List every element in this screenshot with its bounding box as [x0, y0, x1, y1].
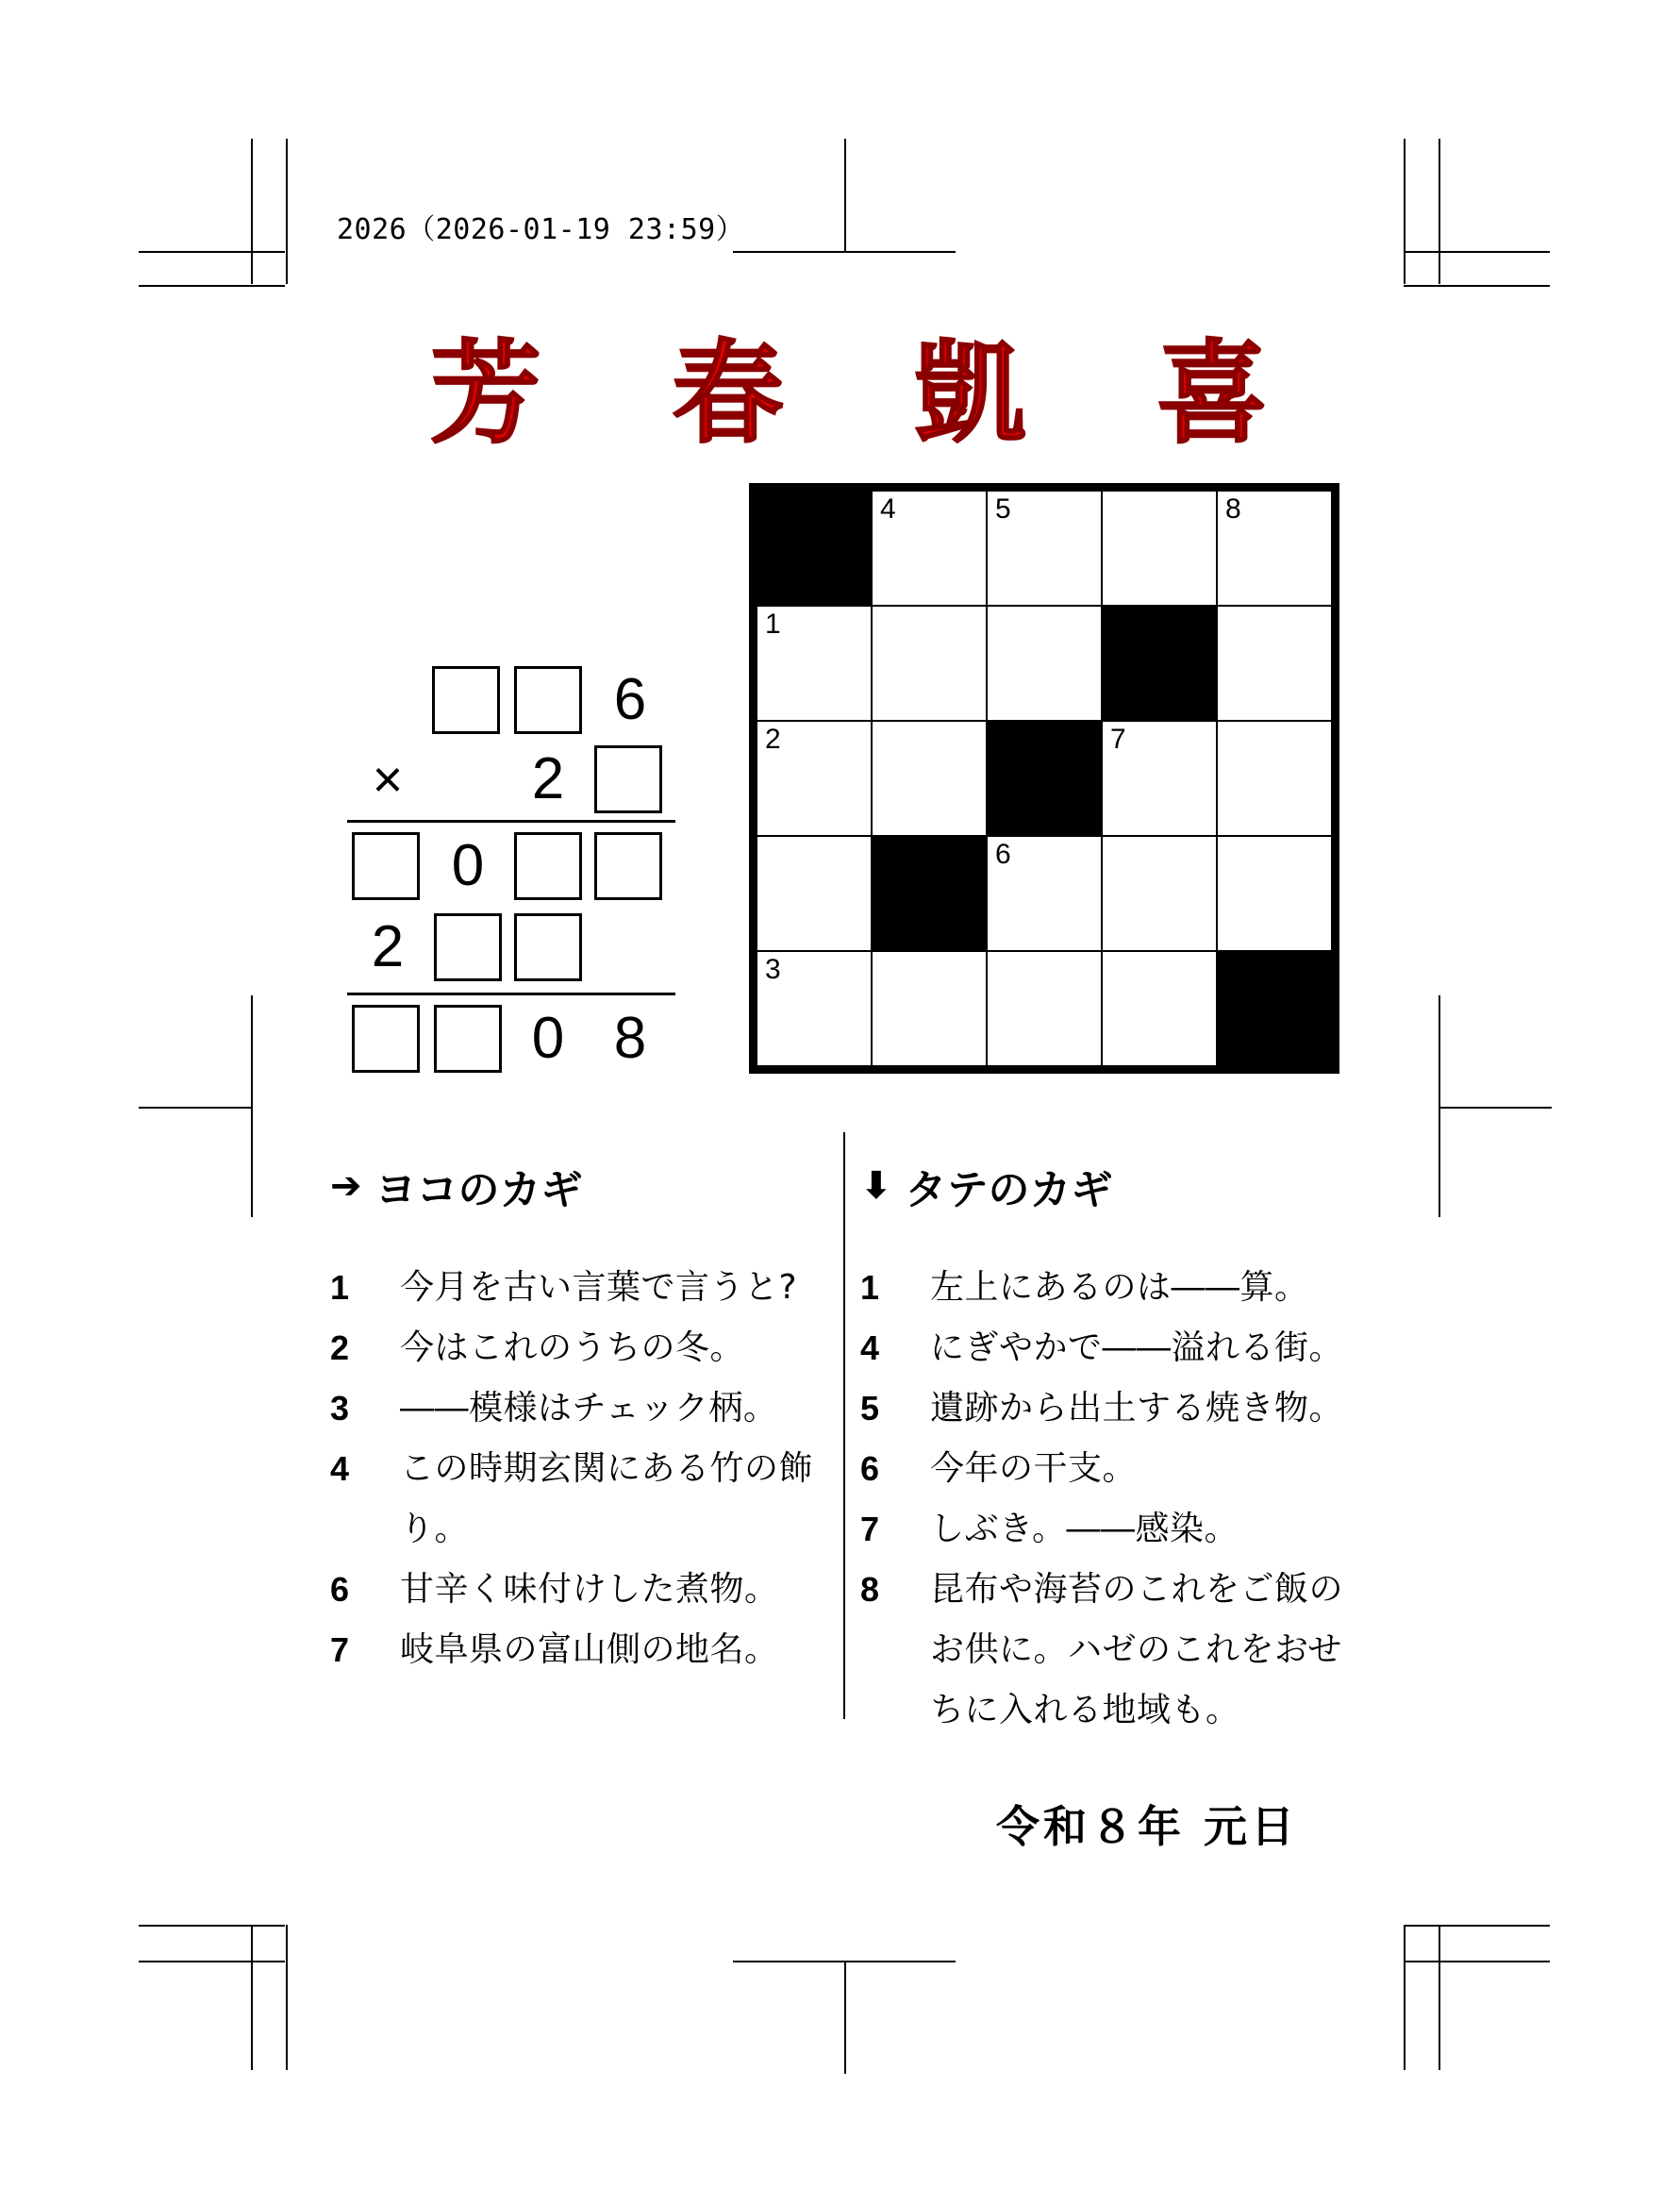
sum-rule [347, 820, 675, 823]
given-digit: 2 [531, 746, 565, 811]
grid-cell[interactable] [1217, 606, 1332, 721]
grid-cell[interactable] [757, 721, 872, 836]
tate-column [860, 1156, 1370, 1741]
clue-text: 今はこれのうちの冬。 [400, 1328, 745, 1367]
grid-cell[interactable] [872, 491, 987, 606]
title-char: 芳 [429, 327, 541, 459]
clue-text: 昆布や海苔のこれをご飯のお供に。ハゼのこれをおせちに入れる地域も。 [930, 1570, 1344, 1729]
clue-text: 左上にあるのは――算。 [930, 1268, 1309, 1307]
cell-number: 3 [765, 954, 781, 985]
grid-cell[interactable] [1217, 491, 1332, 606]
tate-heading-text: タテのカギ [905, 1166, 1113, 1214]
digit-box[interactable] [352, 832, 420, 900]
clue-text: 岐阜県の富山側の地名。 [400, 1630, 779, 1669]
clue-item [860, 1560, 1370, 1741]
given-digit: 0 [451, 833, 485, 898]
print-timestamp: 2026（2026-01-19 23:59） [337, 213, 745, 246]
clue-number: 5 [860, 1389, 880, 1428]
grid-cell[interactable] [757, 951, 872, 1066]
clue-number: 4 [330, 1449, 350, 1488]
digit-box[interactable] [434, 1005, 502, 1073]
clue-number: 1 [330, 1268, 350, 1307]
digit-box[interactable] [594, 745, 662, 813]
title-char: 喜 [1156, 327, 1268, 459]
given-digit: 0 [531, 1006, 565, 1071]
cell-number: 4 [880, 493, 896, 525]
clue-item [860, 1258, 1370, 1318]
clue-number: 1 [860, 1268, 880, 1307]
digit-box[interactable] [352, 1005, 420, 1073]
black-cell [1102, 606, 1217, 721]
clue-item [330, 1439, 830, 1560]
cell-number: 5 [995, 493, 1011, 525]
given-digit: 8 [613, 1006, 647, 1071]
clue-text: 遺跡から出土する焼き物。 [930, 1389, 1344, 1428]
clue-item [860, 1378, 1370, 1439]
clue-text: 甘辛く味付けした煮物。 [400, 1570, 779, 1609]
right-arrow-icon: ➔ [330, 1164, 362, 1208]
cell-number: 7 [1110, 724, 1126, 755]
black-cell [1217, 951, 1332, 1066]
clue-number: 7 [860, 1510, 880, 1548]
tate-heading [860, 1156, 1370, 1216]
digit-box[interactable] [434, 913, 502, 981]
title-char: 凱 [914, 327, 1026, 459]
grid-cell[interactable] [872, 606, 987, 721]
title-char: 春 [672, 327, 784, 459]
digit-box[interactable] [514, 666, 582, 734]
grid-cell[interactable] [1102, 836, 1217, 951]
given-digit: 2 [371, 914, 405, 979]
clue-text: 今年の干支。 [930, 1449, 1138, 1488]
grid-cell[interactable] [1102, 721, 1217, 836]
cell-number: 1 [765, 609, 781, 640]
grid-cell[interactable] [757, 836, 872, 951]
grid-cell[interactable] [1217, 836, 1332, 951]
clue-number: 2 [330, 1328, 350, 1367]
clue-number: 8 [860, 1570, 880, 1609]
clue-number: 4 [860, 1328, 880, 1367]
clue-item [330, 1560, 830, 1620]
yoko-clue-list [330, 1258, 830, 1680]
given-digit: 6 [613, 667, 647, 732]
grid-cell[interactable] [987, 606, 1102, 721]
clue-text: にぎやかで――溢れる街。 [930, 1328, 1344, 1367]
digit-box[interactable] [514, 913, 582, 981]
crossword-grid [749, 483, 1339, 1074]
yoko-heading [330, 1156, 830, 1216]
clue-text: この時期玄関にある竹の飾り。 [400, 1449, 814, 1548]
grid-cell[interactable] [1217, 721, 1332, 836]
digit-box[interactable] [432, 666, 500, 734]
clue-number: 6 [330, 1570, 350, 1609]
grid-cell[interactable] [1102, 491, 1217, 606]
digit-box[interactable] [514, 832, 582, 900]
clue-number: 3 [330, 1389, 350, 1428]
clue-number: 7 [330, 1630, 350, 1669]
greeting-title [415, 304, 1283, 464]
clue-text: 今月を古い言葉で言うと? [400, 1268, 798, 1307]
column-divider [843, 1132, 845, 1719]
yoko-column [330, 1156, 830, 1680]
clue-text: ――模様はチェック柄。 [400, 1389, 778, 1428]
digit-box[interactable] [594, 832, 662, 900]
clue-item [860, 1439, 1370, 1499]
grid-cell[interactable] [1102, 951, 1217, 1066]
grid-cell[interactable] [987, 836, 1102, 951]
clue-item [330, 1620, 830, 1680]
clue-item [330, 1258, 830, 1318]
grid-cell[interactable] [987, 491, 1102, 606]
clue-item [330, 1378, 830, 1439]
clue-item [860, 1499, 1370, 1560]
clue-text: しぶき。――感染。 [930, 1510, 1239, 1548]
sum-rule [347, 993, 675, 995]
times-sign: × [372, 749, 404, 809]
cell-number: 6 [995, 839, 1011, 870]
black-cell [757, 491, 872, 606]
tate-clue-list [860, 1258, 1370, 1741]
clue-item [330, 1318, 830, 1378]
clue-item [860, 1318, 1370, 1378]
black-cell [987, 721, 1102, 836]
yoko-heading-text: ヨコのカギ [374, 1166, 583, 1214]
grid-cell[interactable] [987, 951, 1102, 1066]
black-cell [872, 836, 987, 951]
grid-cell[interactable] [872, 721, 987, 836]
grid-cell[interactable] [757, 606, 872, 721]
clue-number: 6 [860, 1449, 880, 1488]
cell-number: 2 [765, 724, 781, 755]
down-arrow-icon: ⬇ [860, 1164, 892, 1208]
issue-date: 令和８年 元日 [996, 1801, 1299, 1852]
cell-number: 8 [1225, 493, 1241, 525]
grid-cell[interactable] [872, 951, 987, 1066]
